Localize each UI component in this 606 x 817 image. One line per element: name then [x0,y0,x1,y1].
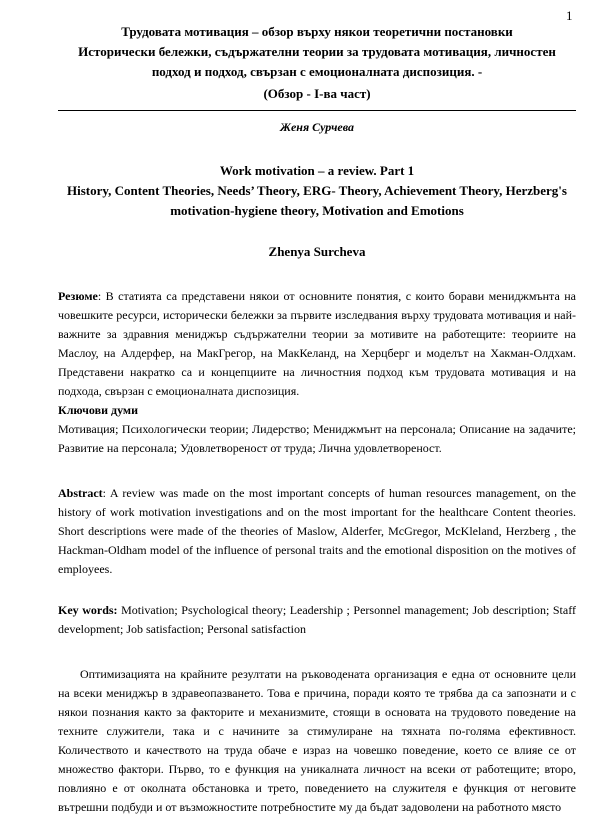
keywords-en-label: Key words: [58,603,118,617]
keywords-en-paragraph [58,601,576,639]
abstract-paragraph [58,484,576,579]
bulgarian-author: Женя Сурчева [279,120,355,134]
keywords-bg-text: Мотивация; Психологически теории; Лидерство; Мениджмънт на персонала; Описание на задачите; Развитие на персонала; Удовлетвореност от труда; Лична удовлетвореност. [58,422,576,455]
bulgarian-subtitle: Исторически бележки, съдържателни теории за трудовата мотивация, личностен подход и подход, свързан с емоционалната диспозиция. - [78,44,556,79]
resume-label: Резюме [58,289,98,303]
keywords-en-text: Motivation; Psychological theory; Leadership ; Personnel management; Job description; Staff development; Job satisfaction; Personal satisfaction [58,603,576,636]
abstract-label: Abstract [58,486,103,500]
english-subtitle: History, Content Theories, Needs’ Theory, ERG- Theory, Achievement Theory, Herzberg's motivation-hygiene theory, Motivation and Emotions [67,183,567,218]
keywords-bg-heading: Ключови думи [58,403,139,417]
page-content [58,22,576,817]
title-divider [58,110,576,111]
page-number: 1 [566,8,573,23]
resume-text: : В статията са представени някои от основните понятия, с които борави мениджмънта на човешките ресурси, исторически бележки за първите изследвания върху трудовата мотивация и най-важните за здравния мениджър съдържателни теории за мотивите на работещите: теориите на Маслоу, на Алдерфер, на МакГрегор, на МакКеланд, на Херцберг и моделът на Хакман-Олдхам. Представени накратко са и концепциите на личностния подход към трудовата мотивация и на подхода, свързан с емоционалната диспозиция. [58,289,576,398]
bulgarian-title: Трудовата мотивация – обзор върху някои теоретични постановки [121,24,513,39]
body-paragraph: Оптимизацията на крайните резултати на ръководената организация е една от основните цели на всеки мениджър в здравеопазването. Това е причина, поради която те трябва да са запознати и с някои познания както за факторите и механизмите, стоящи в основата на трудовото поведение на техните служители, така и с начините за стимулиране на тяхната по-голяма ефективност. Количеството и качеството на труда обаче е израз на човешко поведение, което се влияе се от множество фактори. Първо, то е функция на уникалната личност на всеки от работещите; второ, повлияно е от околната обстановка и трето, поведението на служителя е функция от неговите вътрешни подбуди и от възможностите потребностите му да бъдат задоволени на работното място [58,667,576,814]
english-title: Work motivation – a review. Part 1 [219,163,415,178]
bulgarian-review-part: (Обзор - I-ва част) [263,86,371,101]
resume-paragraph [58,287,576,401]
english-author: Zhenya Surcheva [268,244,366,259]
abstract-text: : A review was made on the most important concepts of human resources management, on the history of work motivation investigations and on the most important for the healthcare Content theories. Short descriptions were made of the theories of Maslow, Alderfer, McGregor, McKleland, Herzberg , the Hackman-Oldham model of the influence of personal traits and the emotional disposition on the motives of employees. [58,486,576,576]
